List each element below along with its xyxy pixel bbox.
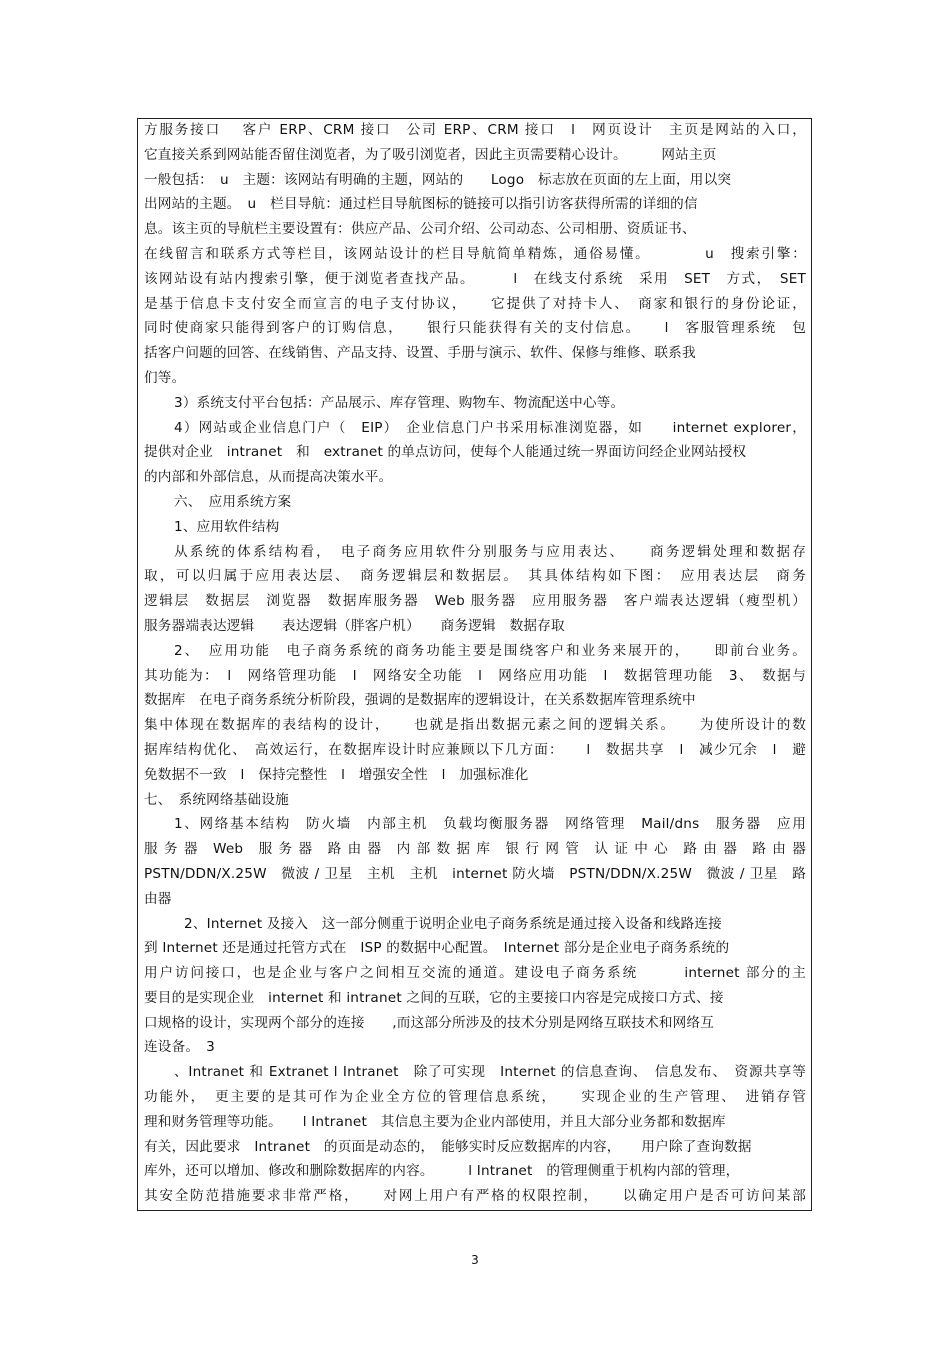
text-line: 库外，还可以增加、修改和删除数据库的内容。 l Intranet 的管理侧重于机构内部的管理， <box>144 1163 740 1180</box>
section-heading: 七、 系统网络基础设施 <box>144 791 289 808</box>
text-line: 要目的是实现企业 internet 和 intranet 之间的互联，它的主要接口内容是完成接口方式、接 <box>144 989 724 1006</box>
text-line: 服 务 器 Web 服 务 器 路 由 器 内 部 数 据 库 银 行 网 管 认 证 中 心 路 由 器 路 由 器 <box>144 841 806 858</box>
text-line: 在线留言和联系方式等栏目，该网站设计的栏目导航简单精炼，通俗易懂。 u 搜索引擎： <box>144 245 806 262</box>
text-line: 2、 应用功能 电子商务系统的商务功能主要是围绕客户和业务来展开的， 即前台业务。 <box>174 642 806 659</box>
text-line: 们等。 <box>144 369 186 386</box>
text-line: 的内部和外部信息，从而提高决策水平。 <box>144 469 393 486</box>
text-line: 由器 <box>144 890 172 907</box>
text-line: 用户访问接口，也是企业与客户之间相互交流的通道。建设电子商务系统 internet 部分的主 <box>144 965 806 982</box>
subsection-heading: 1、应用软件结构 <box>174 518 280 535</box>
text-line: 息。该主页的导航栏主要设置有：供应产品、公司介绍、公司动态、公司相册、资质证书、 <box>144 221 696 238</box>
section-heading: 六、 应用系统方案 <box>174 493 292 510</box>
text-line: 到 Internet 还是通过托管方式在 ISP 的数据中心配置。 Internet 部分是企业电子商务系统的 <box>144 940 730 957</box>
text-line: 括客户问题的回答、在线销售、产品支持、设置、手册与演示、软件、保修与维修、联系我 <box>144 345 696 362</box>
document-body <box>144 118 806 1209</box>
text-line: 逻辑层 数据层 浏览器 数据库服务器 Web 服务器 应用服务器 客户端表达逻辑（瘦型机） <box>144 593 806 610</box>
text-line: 数据库 在电子商务系统分析阶段，强调的是数据库的逻辑设计，在关系数据库管理系统中 <box>144 692 696 709</box>
text-line: 1、网络基本结构 防火墙 内部主机 负载均衡服务器 网络管理 Mail/dns 服务器 应用 <box>174 816 806 833</box>
text-line: 有关，因此要求 Intranet 的页面是动态的， 能够实时反应数据库的内容， 用户除了查询数据 <box>144 1138 752 1155</box>
text-line: 它直接关系到网站能否留住浏览者，为了吸引浏览者，因此主页需要精心设计。 网站主页 <box>144 146 717 163</box>
text-line: 其安全防范措施要求非常严格， 对网上用户有严格的权限控制， 以确定用户是否可访问某部 <box>144 1188 806 1205</box>
text-line: 免数据不一致 l 保持完整性 l 增强安全性 l 加强标准化 <box>144 766 529 783</box>
text-line: 从系统的体系结构看， 电子商务应用软件分别服务与应用表达、 商务逻辑处理和数据存 <box>174 543 806 560</box>
text-line: 方服务接口 客户 ERP、CRM 接口 公司 ERP、CRM 接口 l 网页设计 主页是网站的入口， <box>144 122 806 138</box>
text-line: 4）网站或企业信息门户（ EIP） 企业信息门户书采用标准浏览器，如 internet explorer， <box>174 419 806 436</box>
text-line: 口规格的设计，实现两个部分的连接 ,而这部分所涉及的技术分别是网络互联技术和网络互 <box>144 1014 715 1031</box>
text-line: 服务器端表达逻辑 表达逻辑（胖客户机） 商务逻辑 数据存取 <box>144 617 565 634</box>
text-line: 连设备。 3 <box>144 1039 216 1056</box>
text-line: 提供对企业 intranet 和 extranet 的单点访问，使每个人能通过统一界面访问经企业网站授权 <box>144 444 747 461</box>
text-line: 据库结构优化、 高效运行，在数据库设计时应兼顾以下几方面： l 数据共享 l 减少冗余 l 避 <box>144 741 806 758</box>
text-line: 集中体现在数据库的表结构的设计， 也就是指出数据元素之间的逻辑关系。 为使所设计的数 <box>144 717 806 734</box>
text-line: 出网站的主题。 u 栏目导航：通过栏目导航图标的链接可以指引访客获得所需的详细的信 <box>144 196 698 213</box>
text-line: 一般包括： u 主题：该网站有明确的主题，网站的 Logo 标志放在页面的左上面，用以突 <box>144 171 732 188</box>
page-number: 3 <box>471 1253 479 1267</box>
text-line: 、Intranet 和 Extranet l Intranet 除了可实现 Internet 的信息查询、 信息发布、 资源共享等 <box>174 1064 806 1081</box>
text-line: 取，可以归属于应用表达层、 商务逻辑层和数据层。 其具体结构如下图： 应用表达层 商务 <box>144 568 806 585</box>
text-line: PSTN/DDN/X.25W 微波 / 卫星 主机 主机 internet 防火墙 PSTN/DDN/X.25W 微波 / 卫星 路 <box>144 865 806 882</box>
text-line: 功能外， 更主要的是其可作为企业全方位的管理信息系统， 实现企业的生产管理、 进销存管 <box>144 1089 806 1106</box>
text-line: 3）系统支付平台包括：产品展示、库存管理、购物车、物流配送中心等。 <box>174 394 625 411</box>
text-line: 是基于信息卡支付安全而宣言的电子支付协议， 它提供了对持卡人、 商家和银行的身份论证， <box>144 295 806 312</box>
text-line: 2、Internet 及接入 这一部分侧重于说明企业电子商务系统是通过接入设备和线路连接 <box>184 915 722 932</box>
text-line: 其功能为： l 网络管理功能 l 网络安全功能 l 网络应用功能 l 数据管理功能 3、 数据与 <box>144 667 806 684</box>
text-line: 同时使商家只能得到客户的订购信息， 银行只能获得有关的支付信息。 l 客服管理系统 包 <box>144 320 806 337</box>
text-line: 理和财务管理等功能。 l Intranet 其信息主要为企业内部使用，并且大部分业务都和数据库 <box>144 1113 726 1130</box>
text-line: 该网站设有站内搜索引擎，便于浏览者查找产品。 l 在线支付系统 采用 SET 方式， SET <box>144 270 806 287</box>
